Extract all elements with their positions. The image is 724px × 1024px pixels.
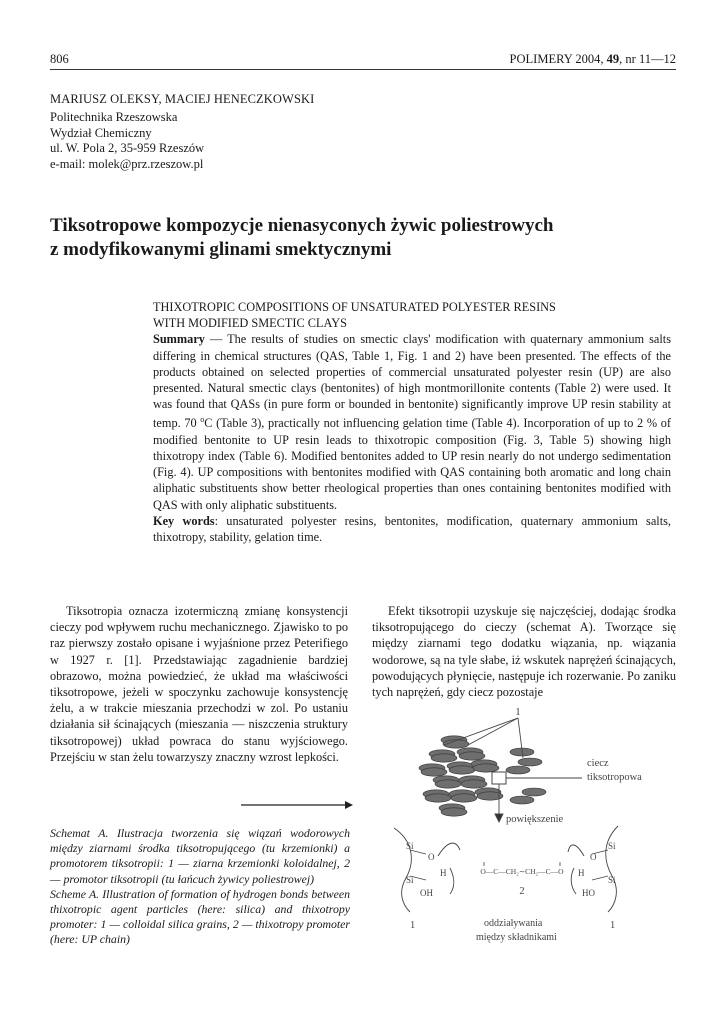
keywords-text: : unsaturated polyester resins, bentonites, modification, quaternary ammonium salts, thixotropy, stability, gelation time. xyxy=(153,513,671,544)
journal-header xyxy=(510,52,676,67)
silica-particle xyxy=(421,768,447,776)
article-title-line-1: Tiksotropowe kompozycje nienasyconych żywic poliestrowych xyxy=(50,215,554,236)
label-1-right: 1 xyxy=(610,920,616,931)
summary-label: Summary xyxy=(153,332,205,347)
label-si-bottom-right: Si xyxy=(608,875,616,885)
affiliation-email: e-mail: molek@prz.rzeszow.pl xyxy=(50,156,204,171)
label-oh-left: OH xyxy=(420,888,433,898)
label-miedzy-skladnikami: między składnikami xyxy=(476,932,557,943)
affiliation xyxy=(50,110,204,172)
silica-particle xyxy=(518,758,542,766)
body-left-paragraph: Tiksotropia oznacza izotermiczną zmianę konsystencji cieczy pod wpływem ruchu mechanicznego. Zjawisko to po raz pierwszy zostało opisane i wyjaśnione przez Peterifiego w 1927 r. [1]. Przedstawiając zagadnienie bardziej obrazowo, można powiedzieć, że układ ma właściwości tiksotropowe, jeżeli w spoczynku zachowuje konsystencję żelu, a w trakcie mieszania przechodzi w zol. Po ustaniu działania sił ścinających (mieszania — niszczenia struktury tiksotropowej) układ powraca do stanu wyjściowego. Przejściu w stan żelu towarzyszy znaczny wzrost lepkości. xyxy=(50,604,348,764)
label-si-bottom-left: Si xyxy=(406,875,414,885)
silica-particle xyxy=(441,808,467,816)
silica-particle xyxy=(435,780,461,788)
silica-particle xyxy=(473,764,499,772)
keywords-label: Key words xyxy=(153,513,215,528)
silica-grain-right xyxy=(568,826,618,912)
silica-grain-left xyxy=(394,828,460,912)
page-number: 806 xyxy=(50,52,69,66)
article-title xyxy=(50,214,670,262)
label-ho-right: HO xyxy=(582,888,595,898)
silica-particle-cluster xyxy=(419,736,546,816)
affiliation-address: ul. W. Pola 2, 35-959 Rzeszów xyxy=(50,141,205,155)
body-right-paragraph: Efekt tiksotropii uzyskuje się najczęściej, dodając środka tiksotropującego do cieczy (schemat A). Tworzące się między ziarnami tego dodatku wiązania, np. wiązania wodorowe, są na tyle słabe, iż wskutek naprężeń ścinających, powodujących płynięcie, następuje ich rozerwanie. Po zaniku tych naprężeń, gdy ciecz pozostaje xyxy=(372,604,676,700)
continuation-arrow xyxy=(241,799,353,811)
header-rule xyxy=(50,69,676,70)
scheme-caption xyxy=(50,826,350,948)
caption-polish: Schemat A. Ilustracja tworzenia się wiązań wodorowych między ziarnami środka tiksotropującego (tu krzemionki) a promotorem tiksotropii: 1 — ziarna krzemionki koloidalnej, 2 — promotor tiksotropii (tu łańcuch żywicy poliestrowej) xyxy=(50,826,350,886)
label-o-right: O xyxy=(590,852,597,862)
label-h-right: H xyxy=(578,868,585,878)
label-o-left: O xyxy=(428,852,435,862)
label-ciecz: ciecz xyxy=(587,758,609,769)
label-oddzialywania: oddziaływania xyxy=(484,918,543,929)
silica-particle xyxy=(461,780,487,788)
degree-sign: o xyxy=(200,415,205,425)
affiliation-university: Politechnika Rzeszowska xyxy=(50,110,178,124)
caption-english: Scheme A. Illustration of formation of hydrogen bonds between thixotropic agent particles (here: silica) and thixotropy promoter: 1 — colloidal silica grains, 2 — thixotropy promoter (here: UP chain) xyxy=(50,886,350,947)
label-si-top-right: Si xyxy=(608,841,616,851)
label-powiekszenie: powiększenie xyxy=(506,814,564,825)
english-abstract xyxy=(153,299,671,545)
label-up-chain: O—C—CH₂∼CH₂—C—O xyxy=(480,867,564,876)
label-1-top: 1 xyxy=(515,706,521,718)
journal-issue: , nr 11—12 xyxy=(619,52,676,66)
label-si-top-left: Si xyxy=(406,841,414,851)
scheme-a-illustration xyxy=(372,700,676,950)
english-title-line-1: THIXOTROPIC COMPOSITIONS OF UNSATURATED POLYESTER RESINS xyxy=(153,300,556,314)
article-title-line-2: z modyfikowanymi glinami smektycznymi xyxy=(50,239,392,260)
english-title-line-2: WITH MODIFIED SMECTIC CLAYS xyxy=(153,316,347,331)
summary-text: — The results of studies on smectic clays' modification with quaternary ammonium salts differing in chemical structures (QAS, Table 1, Fig. 1 and 2) have been presented. The effects of the products obtained on selected properties of commercial unsaturated polyester resin (UP) are also presented. Natural smectic clays (bentonites) of high montmorillonite contents (Table 2) were used. It was found that QASs (in pure form or bounded in bentonite) significantly improve UP resin stability at temp. 70 xyxy=(153,332,671,431)
chain-carbonyl-bonds xyxy=(484,862,560,866)
label-tiksotropowa: tiksotropowa xyxy=(587,772,642,783)
authors: MARIUSZ OLEKSY, MACIEJ HENECZKOWSKI xyxy=(50,92,315,106)
affiliation-faculty: Wydział Chemiczny xyxy=(50,125,152,140)
summary-text-2: C (Table 3), practically not influencing gelation time (Table 4). Incorporation of up to 2 % of modified bentonite to UP resin leads to thixotropic composition (Fig. 3, Table 5) showing high thixotropy index (Table 6). Modified bentonites added to UP resin nearly do not undergo sedimentation (Fig. 4). UP compositions with bentonites modified with QAS containing both aromatic and long chain aliphatic substituents show better rheological properties than ones containing bentonites modified with QAS with only aliphatic substituents. xyxy=(153,416,672,512)
summary xyxy=(153,331,671,512)
silica-particle xyxy=(431,754,457,762)
silica-particle xyxy=(506,766,530,774)
keywords xyxy=(153,513,671,545)
silica-particle xyxy=(449,766,475,774)
label-2: 2 xyxy=(519,886,525,897)
silica-particle xyxy=(459,752,485,760)
label-1-left: 1 xyxy=(410,920,416,931)
silica-particle xyxy=(522,788,546,796)
label-h-left: H xyxy=(440,868,447,878)
journal-volume: 49 xyxy=(606,52,620,66)
journal-name: POLIMERY 2004, xyxy=(509,52,607,66)
silica-particle xyxy=(451,794,477,802)
silica-particle xyxy=(510,796,534,804)
silica-particle xyxy=(425,794,451,802)
